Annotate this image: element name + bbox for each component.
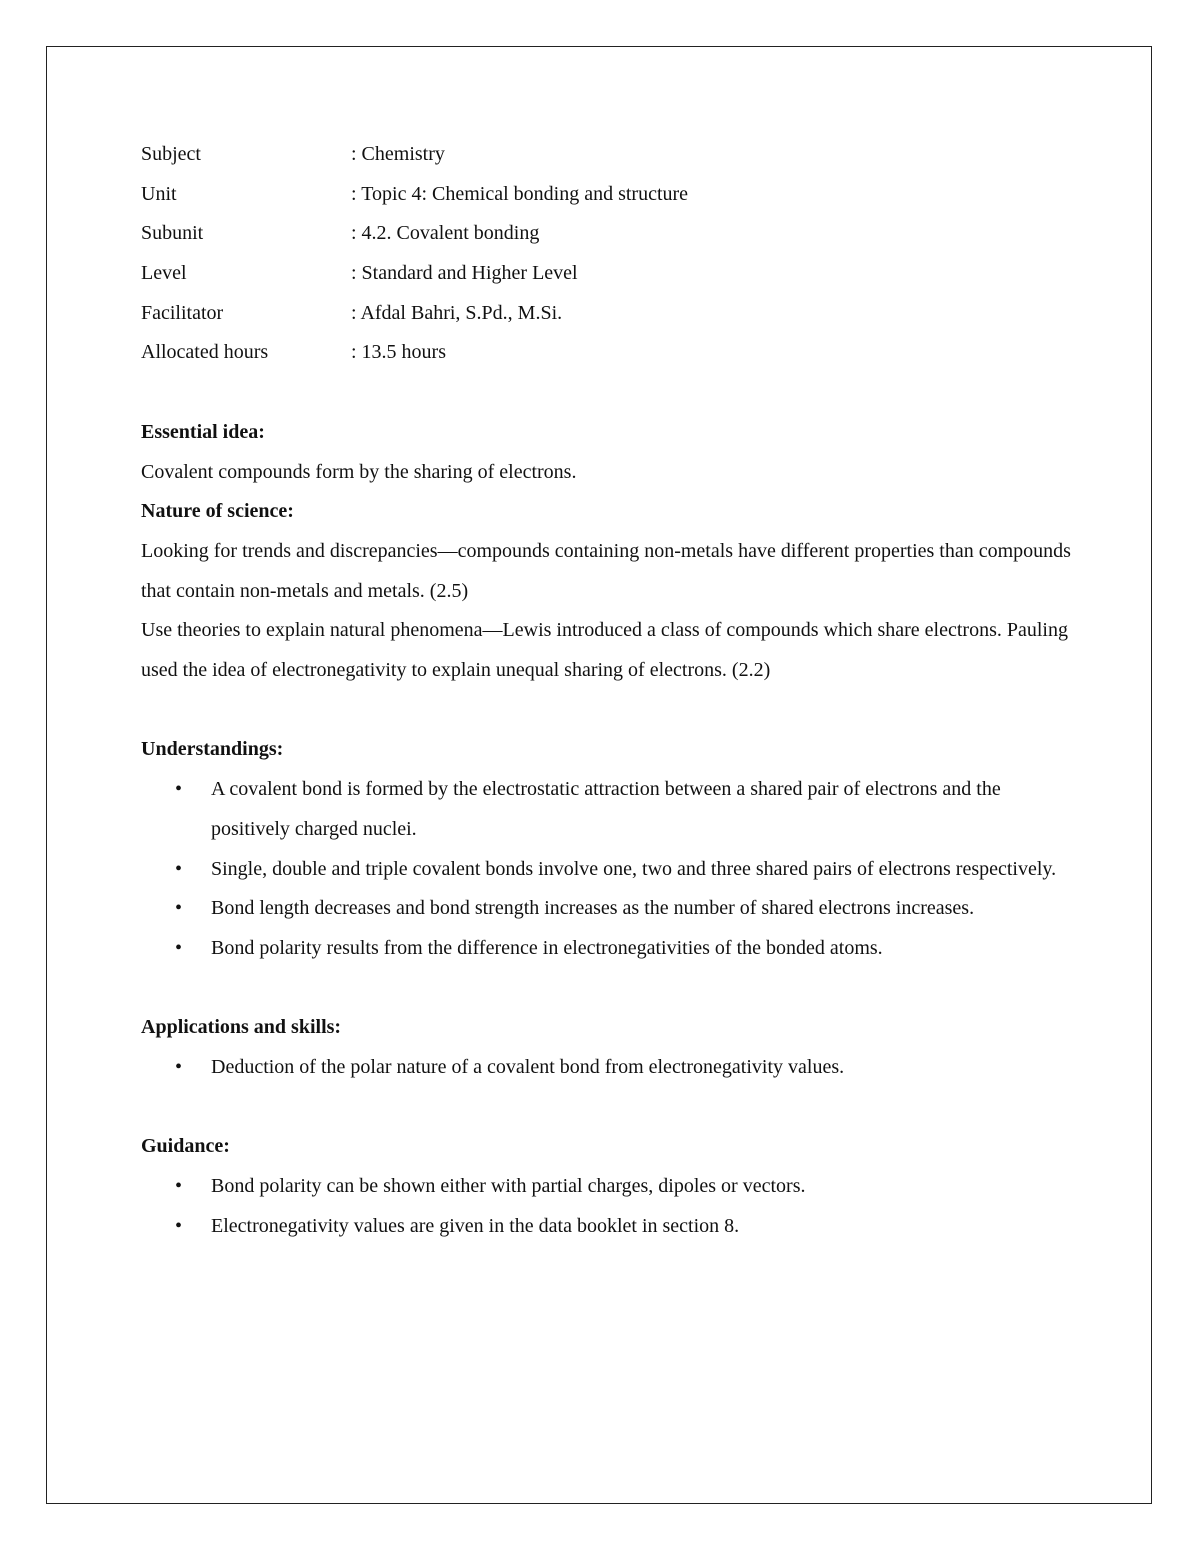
- bullet-icon: •: [175, 1214, 183, 1237]
- list-item: [141, 889, 1081, 929]
- list-item-text: Electronegativity values are given in the data booklet in section 8.: [211, 1214, 740, 1237]
- applications-heading: Applications and skills:: [141, 1016, 342, 1039]
- list-item-text: A covalent bond is formed by the electrostatic attraction between a shared pair of electrons and the positively charged nuclei.: [211, 778, 1001, 840]
- list-item: [141, 1167, 1081, 1207]
- understandings-heading: Understandings:: [141, 738, 284, 761]
- spacer: [141, 969, 1081, 1009]
- meta-label: Level: [141, 262, 187, 285]
- meta-row-allocated-hours: [141, 333, 1081, 373]
- meta-label: Allocated hours: [141, 341, 269, 364]
- guidance-list: [141, 1167, 1081, 1246]
- bullet-icon: •: [175, 1175, 183, 1198]
- list-item: [141, 770, 1081, 849]
- meta-row-unit: [141, 175, 1081, 215]
- meta-value: : Topic 4: Chemical bonding and structure: [351, 182, 689, 205]
- bullet-icon: •: [175, 897, 183, 920]
- understandings-list: [141, 770, 1081, 969]
- meta-label: Subject: [141, 143, 201, 165]
- applications-list: [141, 1048, 1081, 1088]
- meta-label: Facilitator: [141, 301, 224, 324]
- meta-row-facilitator: [141, 294, 1081, 334]
- meta-label: Subunit: [141, 222, 204, 245]
- list-item: [141, 1048, 1081, 1088]
- meta-value: : 13.5 hours: [351, 341, 446, 364]
- bullet-icon: •: [175, 936, 183, 959]
- list-item-text: Bond length decreases and bond strength increases as the number of shared electrons increases.: [211, 897, 975, 920]
- bullet-icon: •: [175, 1056, 183, 1079]
- essential-idea-text: Covalent compounds form by the sharing of electrons.: [141, 460, 577, 483]
- meta-row-subunit: [141, 214, 1081, 254]
- document-content: [141, 135, 1081, 1247]
- spacer: [141, 373, 1081, 413]
- guidance-heading: Guidance:: [141, 1135, 230, 1158]
- bullet-icon: •: [175, 857, 183, 880]
- meta-value: : Chemistry: [351, 143, 445, 165]
- essential-idea-heading: Essential idea:: [141, 420, 265, 443]
- spacer: [141, 691, 1081, 731]
- meta-value: : Standard and Higher Level: [351, 262, 578, 285]
- list-item: [141, 850, 1081, 890]
- list-item-text: Bond polarity results from the difference in electronegativities of the bonded atoms.: [211, 936, 883, 959]
- list-item-text: Single, double and triple covalent bonds involve one, two and three shared pairs of electrons respectively.: [211, 857, 1057, 880]
- nature-of-science-paragraph: Looking for trends and discrepancies—compounds containing non-metals have different properties than compounds that contain non-metals and metals. (2.5): [141, 539, 1071, 602]
- bullet-icon: •: [175, 778, 183, 801]
- list-item-text: Bond polarity can be shown either with partial charges, dipoles or vectors.: [211, 1175, 806, 1198]
- meta-table: [141, 135, 1081, 373]
- list-item: [141, 929, 1081, 969]
- nature-of-science-paragraph: Use theories to explain natural phenomena—Lewis introduced a class of compounds which share electrons. Pauling used the idea of electronegativity to explain unequal sharing of electrons. (2.2): [141, 619, 1068, 682]
- meta-row-level: [141, 254, 1081, 294]
- list-item-text: Deduction of the polar nature of a covalent bond from electronegativity values.: [211, 1056, 845, 1079]
- nature-of-science-heading: Nature of science:: [141, 500, 294, 523]
- meta-value: : 4.2. Covalent bonding: [351, 222, 540, 245]
- meta-row-subject: [141, 135, 1081, 175]
- spacer: [141, 1088, 1081, 1128]
- list-item: [141, 1207, 1081, 1247]
- meta-value: : Afdal Bahri, S.Pd., M.Si.: [351, 301, 563, 324]
- meta-label: Unit: [141, 182, 177, 205]
